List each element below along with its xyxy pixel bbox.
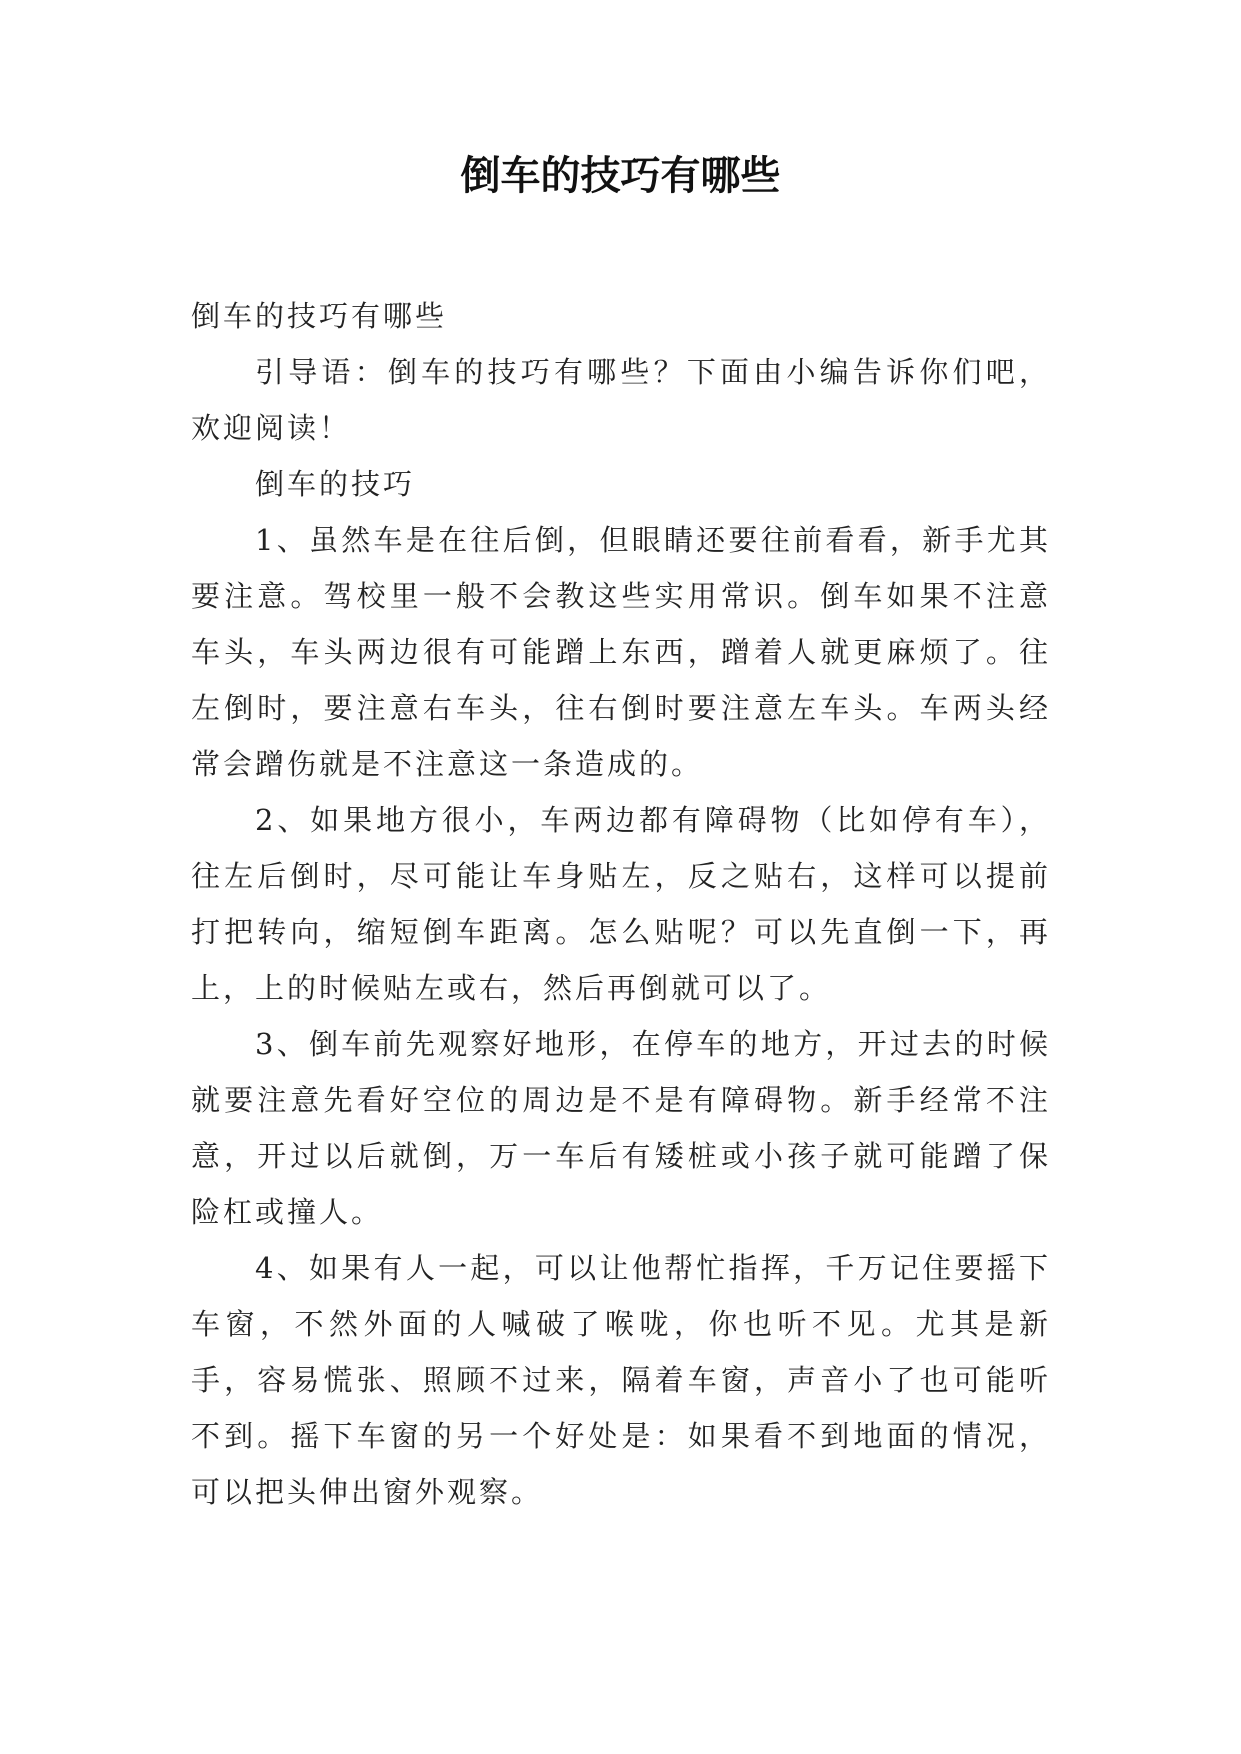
tip-paragraph-4: 4、如果有人一起，可以让他帮忙指挥，千万记住要摇下车窗，不然外面的人喊破了喉咙，你也听不见。尤其是新手，容易慌张、照顾不过来，隔着车窗，声音小了也可能听不到。摇下车窗的另一个好处是：如果看不到地面的情况，可以把头伸出窗外观察。 <box>191 1251 1051 1509</box>
section-heading: 倒车的技巧 <box>255 467 416 501</box>
intro-paragraph: 引导语：倒车的技巧有哪些？下面由小编告诉你们吧，欢迎阅读！ <box>191 355 1051 445</box>
document-title: 倒车的技巧有哪些 <box>460 152 781 199</box>
tip-paragraph-3: 3、倒车前先观察好地形，在停车的地方，开过去的时候就要注意先看好空位的周边是不是有障碍物。新手经常不注意，开过以后就倒，万一车后有矮桩或小孩子就可能蹭了保险杠或撞人。 <box>191 1027 1051 1229</box>
tip-paragraph-2: 2、如果地方很小，车两边都有障碍物（比如停有车），往左后倒时，尽可能让车身贴左，反之贴右，这样可以提前打把转向，缩短倒车距离。怎么贴呢？可以先直倒一下，再上，上的时候贴左或右，然后再倒就可以了。 <box>191 803 1051 1005</box>
tip-paragraph-1: 1、虽然车是在往后倒，但眼睛还要往前看看，新手尤其要注意。驾校里一般不会教这些实用常识。倒车如果不注意车头，车头两边很有可能蹭上东西，蹭着人就更麻烦了。往左倒时，要注意右车头，往右倒时要注意左车头。车两头经常会蹭伤就是不注意这一条造成的。 <box>191 523 1051 781</box>
body-heading: 倒车的技巧有哪些 <box>191 299 448 333</box>
document-body <box>191 288 1051 1520</box>
